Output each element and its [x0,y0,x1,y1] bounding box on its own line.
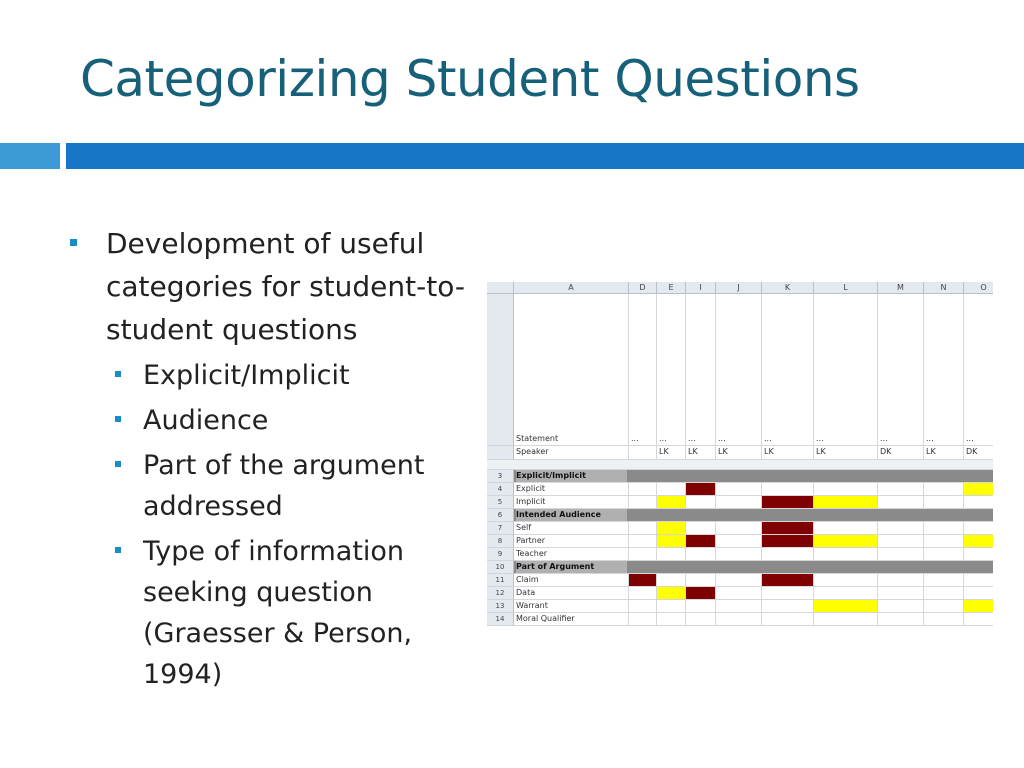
speaker-cell: LK [686,446,716,460]
row-number: 11 [487,574,514,587]
data-cell [657,483,686,496]
column-header: K [762,282,814,294]
header-cell [514,294,629,446]
data-cell [716,587,762,600]
category-label: Partner [514,535,629,548]
column-header: M [878,282,924,294]
data-cell [878,535,924,548]
data-cell [924,548,964,561]
data-cell [762,600,814,613]
column-header: E [657,282,686,294]
data-cell [878,483,924,496]
data-cell [964,496,993,509]
category-label: Implicit [514,496,629,509]
section-label: Explicit/Implicit [516,470,627,482]
speaker-cell: DK [964,446,993,460]
data-cell [762,548,814,561]
data-cell [814,483,878,496]
header-cell-text: ... [966,433,974,443]
data-cell [716,548,762,561]
square-bullet-icon [115,371,121,377]
data-cell [878,574,924,587]
header-cell-text: ... [926,433,934,443]
sheet-corner [487,282,514,294]
speaker-cell: Speaker [514,446,629,460]
data-cell [629,587,657,600]
header-cell-text: ... [659,433,667,443]
category-label: Data [514,587,629,600]
data-cell [629,548,657,561]
highlight-cell [964,535,993,548]
square-bullet-icon [115,547,121,553]
data-cell [716,496,762,509]
header-cell [878,294,924,446]
sub-bullet-text: Part of the argument addressed [143,450,425,522]
data-cell [924,574,964,587]
speaker-cell [629,446,657,460]
highlight-cell [686,587,716,600]
data-cell [814,587,878,600]
header-cell [964,294,993,446]
section-row [514,470,993,483]
column-header: A [514,282,629,294]
speaker-cell: LK [924,446,964,460]
row-number: 8 [487,535,514,548]
data-cell [686,600,716,613]
data-cell [924,522,964,535]
speaker-cell: LK [814,446,878,460]
slide-title: Categorizing Student Questions [80,50,860,108]
highlight-cell [814,535,878,548]
header-cell [716,294,762,446]
data-cell [762,483,814,496]
category-label: Self [514,522,629,535]
header-cell [814,294,878,446]
section-row [514,509,993,522]
sub-bullet-text: Explicit/Implicit [143,360,350,391]
highlight-cell [762,574,814,587]
highlight-cell [657,587,686,600]
header-cell-text: ... [688,433,696,443]
bullet-main [70,222,490,351]
header-cell-text: ... [764,433,772,443]
row-number: 3 [487,470,514,483]
data-cell [629,535,657,548]
highlight-cell [686,483,716,496]
data-cell [716,522,762,535]
row-number: 7 [487,522,514,535]
data-cell [878,496,924,509]
category-label: Explicit [514,483,629,496]
sub-bullet [70,445,490,527]
sub-bullet [70,531,490,695]
accent-band-left [0,143,60,169]
highlight-cell [657,522,686,535]
highlight-cell [964,600,993,613]
header-cell-text: ... [880,433,888,443]
header-cell-text: Statement [516,433,559,443]
highlight-cell [814,600,878,613]
header-cell [762,294,814,446]
hidden-rows-gap [487,460,993,470]
data-cell [657,613,686,626]
category-label: Teacher [514,548,629,561]
section-row [514,561,993,574]
data-cell [924,483,964,496]
data-cell [814,613,878,626]
bullet-list [70,222,490,695]
data-cell [657,548,686,561]
highlight-cell [657,535,686,548]
data-cell [629,613,657,626]
row-number [487,294,514,446]
data-cell [924,535,964,548]
row-number: 9 [487,548,514,561]
data-cell [924,496,964,509]
header-cell [924,294,964,446]
data-cell [878,613,924,626]
header-cell-text: ... [816,433,824,443]
data-cell [629,600,657,613]
row-number: 14 [487,613,514,626]
data-cell [629,483,657,496]
data-cell [686,574,716,587]
data-cell [686,548,716,561]
section-label: Intended Audience [516,509,627,521]
data-cell [964,587,993,600]
data-cell [924,600,964,613]
data-cell [964,522,993,535]
row-number: 6 [487,509,514,522]
column-header: O [964,282,993,294]
data-cell [814,574,878,587]
row-number: 4 [487,483,514,496]
data-cell [924,613,964,626]
category-label: Moral Qualifier [514,613,629,626]
data-cell [924,587,964,600]
square-bullet-icon [115,416,121,422]
highlight-cell [814,496,878,509]
header-cell-text: ... [718,433,726,443]
data-cell [964,548,993,561]
category-label: Claim [514,574,629,587]
header-cell [629,294,657,446]
data-cell [814,522,878,535]
row-number: 5 [487,496,514,509]
column-header: D [629,282,657,294]
speaker-cell: LK [762,446,814,460]
speaker-cell: DK [878,446,924,460]
column-header: I [686,282,716,294]
header-cell-text: ... [631,433,639,443]
data-cell [878,600,924,613]
data-cell [716,600,762,613]
spreadsheet-screenshot [487,282,993,632]
data-cell [657,600,686,613]
data-cell [762,587,814,600]
highlight-cell [629,574,657,587]
data-cell [686,613,716,626]
data-cell [686,496,716,509]
column-header: J [716,282,762,294]
sub-bullet [70,400,490,441]
data-cell [629,496,657,509]
column-header: L [814,282,878,294]
sub-bullet [70,355,490,396]
data-cell [657,574,686,587]
speaker-cell: LK [716,446,762,460]
header-cell [686,294,716,446]
data-cell [629,522,657,535]
row-number [487,446,514,460]
data-cell [716,613,762,626]
speaker-cell: LK [657,446,686,460]
highlight-cell [657,496,686,509]
highlight-cell [762,496,814,509]
data-cell [814,548,878,561]
data-cell [964,574,993,587]
data-cell [762,613,814,626]
sub-bullet-text: Type of information seeking question (Graesser & Person, 1994) [143,536,413,690]
data-cell [878,522,924,535]
highlight-cell [686,535,716,548]
accent-band-right [66,143,1024,169]
row-number: 10 [487,561,514,574]
data-cell [716,574,762,587]
data-cell [964,613,993,626]
data-cell [716,483,762,496]
data-cell [686,522,716,535]
header-cell [657,294,686,446]
category-label: Warrant [514,600,629,613]
column-header: N [924,282,964,294]
data-cell [878,548,924,561]
sub-bullet-text: Audience [143,405,269,436]
row-number: 13 [487,600,514,613]
row-number: 12 [487,587,514,600]
data-cell [716,535,762,548]
square-bullet-icon [115,461,121,467]
data-cell [878,587,924,600]
section-label: Part of Argument [516,561,627,573]
square-bullet-icon [70,239,77,246]
highlight-cell [762,522,814,535]
highlight-cell [964,483,993,496]
bullet-main-text: Development of useful categories for student-to-student questions [106,227,465,346]
highlight-cell [762,535,814,548]
